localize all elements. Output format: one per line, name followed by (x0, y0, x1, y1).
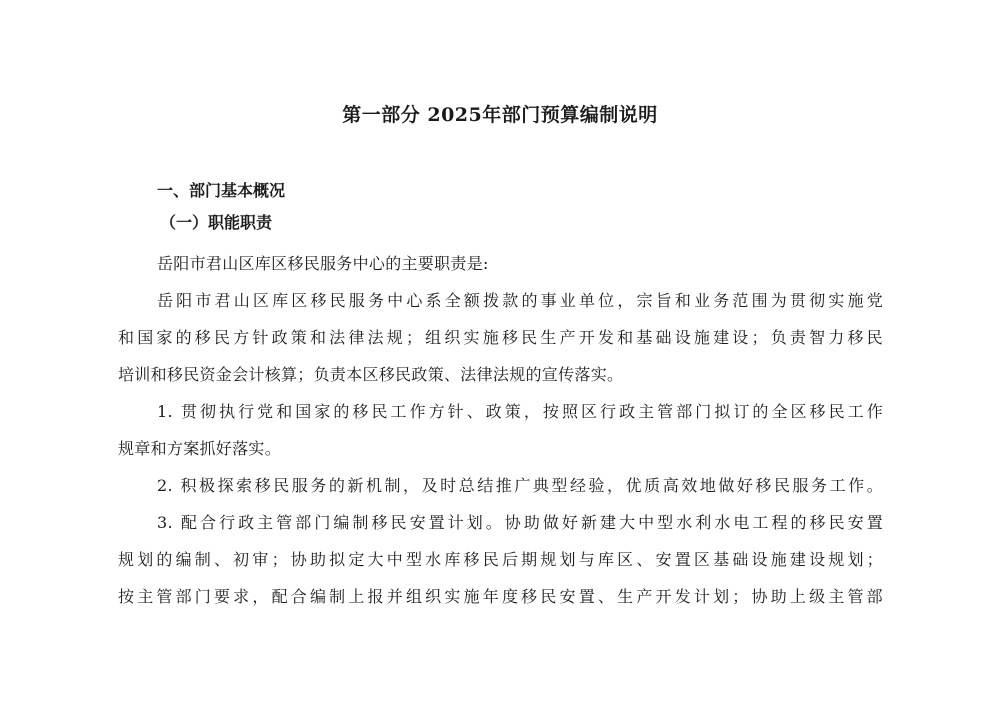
paragraph-line: 按主管部门要求，配合编制上报并组织实施年度移民安置、生产开发计划；协助上级主管部 (118, 587, 883, 606)
document-title: 第一部分 2025年部门预算编制说明 (342, 104, 658, 126)
paragraph-line: 岳阳市君山区库区移民服务中心的主要职责是: (157, 254, 489, 273)
section-heading: 一、部门基本概况 (157, 181, 286, 200)
paragraph-line: 3. 配合行政主管部门编制移民安置计划。协助做好新建大中型水利水电工程的移民安置 (157, 513, 883, 532)
paragraph-line: 1. 贯彻执行党和国家的移民工作方针、政策，按照区行政主管部门拟订的全区移民工作 (157, 402, 883, 421)
paragraph-line: 规章和方案抓好落实。 (118, 439, 282, 458)
paragraph-line: 岳阳市君山区库区移民服务中心系全额拨款的事业单位，宗旨和业务范围为贯彻实施党 (157, 291, 883, 310)
paragraph-line: 培训和移民资金会计核算；负责本区移民政策、法律法规的宣传落实。 (118, 365, 624, 384)
paragraph-line: 和国家的移民方针政策和法律法规；组织实施移民生产开发和基础设施建设；负责智力移民 (118, 328, 883, 347)
paragraph-line: 规划的编制、初审；协助拟定大中型水库移民后期规划与库区、安置区基础设施建设规划； (118, 550, 883, 569)
paragraph-line: 2. 积极探索移民服务的新机制，及时总结推广典型经验，优质高效地做好移民服务工作。 (157, 476, 883, 495)
subsection-heading: （一）职能职责 (160, 213, 273, 232)
